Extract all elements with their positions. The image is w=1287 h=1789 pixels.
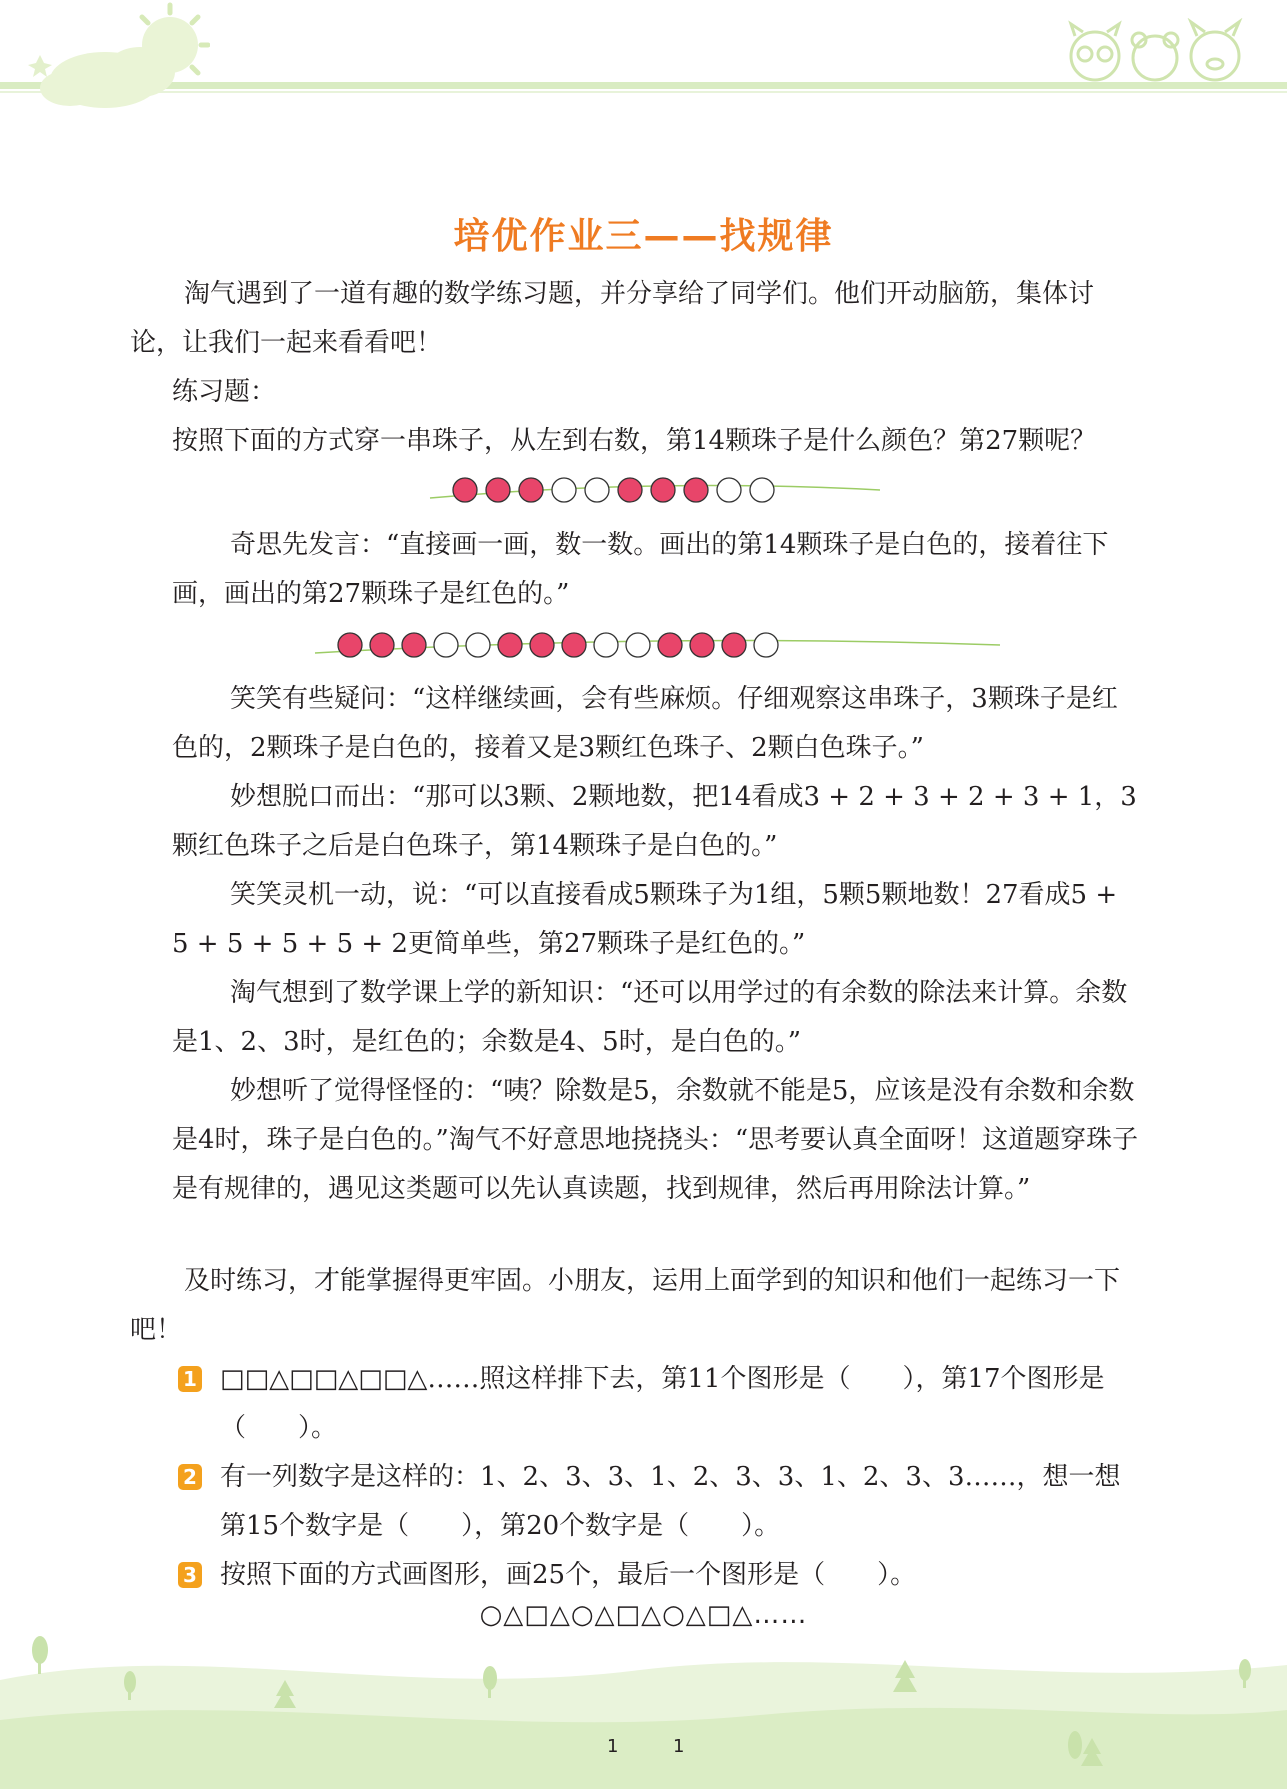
shape-sequence: ○△□△○△□△○△□△…… (479, 1600, 808, 1630)
question-text: 按照下面的方式画图形，画25个，最后一个图形是（ ）。 (220, 1560, 917, 1590)
exercise-label: 练习题： (172, 377, 277, 407)
intro-paragraph: 淘气遇到了一道有趣的数学练习题，并分享给了同学们。他们开动脑筋，集体讨论，让我们一起来看看吧！ (130, 279, 1095, 358)
white-bead (594, 633, 618, 657)
red-bead (370, 633, 394, 657)
red-bead (530, 633, 554, 657)
red-bead (618, 478, 642, 502)
red-bead (338, 633, 362, 657)
question-text: 有一列数字是这样的：1、2、3、3、1、2、3、3、1、2、3、3……，想一想第15个数字是（ ），第20个数字是（ ）。 (220, 1462, 1121, 1541)
question-3 (180, 1551, 1140, 1600)
question-number-badge: 1 (178, 1366, 202, 1392)
red-bead (402, 633, 426, 657)
animal-friends-icon (1055, 18, 1255, 86)
practice-intro: 及时练习，才能掌握得更牢固。小朋友，运用上面学到的知识和他们一起练习一下吧！ (130, 1266, 1121, 1345)
red-bead (453, 478, 477, 502)
xiaoxiao-paragraph-1: 笑笑有些疑问：“这样继续画，会有些麻烦。仔细观察这串珠子，3颗珠子是红色的，2颗珠子是白色的，接着又是3颗红色珠子、2颗白色珠子。” (172, 684, 1118, 763)
page-number-left: 1 (607, 1736, 619, 1757)
question-number-badge: 2 (178, 1464, 202, 1490)
exercise-question: 按照下面的方式穿一串珠子，从左到右数，第14颗珠子是什么颜色？第27颗呢？ (172, 426, 1097, 456)
red-bead (651, 478, 675, 502)
red-bead (519, 478, 543, 502)
bead-string-middle (310, 625, 1010, 665)
page-number-right: 1 (673, 1736, 685, 1757)
white-bead (585, 478, 609, 502)
question-number-badge: 3 (178, 1562, 202, 1588)
green-hills-footer (0, 1620, 1287, 1789)
question-1 (180, 1355, 1140, 1453)
red-bead (562, 633, 586, 657)
qisi-paragraph: 奇思先发言：“直接画一画，数一数。画出的第14颗珠子是白色的，接着往下画，画出的第27颗珠子是红色的。” (172, 530, 1109, 609)
white-bead (626, 633, 650, 657)
red-bead (498, 633, 522, 657)
red-bead (684, 478, 708, 502)
red-bead (486, 478, 510, 502)
page-title: 培优作业三——找规律 (453, 216, 834, 257)
sun-cloud-icon (20, 0, 210, 115)
red-bead (722, 633, 746, 657)
white-bead (434, 633, 458, 657)
bead-string-top (420, 470, 890, 510)
question-2 (180, 1453, 1140, 1551)
taoqi-paragraph: 淘气想到了数学课上学的新知识：“还可以用学过的有余数的除法来计算。余数是1、2、3时，是红色的；余数是4、5时，是白色的。” (172, 978, 1128, 1057)
red-bead (658, 633, 682, 657)
white-bead (552, 478, 576, 502)
miaoxiang-paragraph-1: 妙想脱口而出：“那可以3颗、2颗地数，把14看成3 + 2 + 3 + 2 + 3 + 1，3颗红色珠子之后是白色珠子，第14颗珠子是白色的。” (172, 782, 1137, 861)
white-bead (466, 633, 490, 657)
red-bead (690, 633, 714, 657)
xiaoxiao-paragraph-2: 笑笑灵机一动，说：“可以直接看成5颗珠子为1组，5颗5颗地数！27看成5 + 5 + 5 + 5 + 5 + 2更简单些，第27颗珠子是红色的。” (172, 880, 1118, 959)
white-bead (750, 478, 774, 502)
miaoxiang-paragraph-2: 妙想听了觉得怪怪的：“咦？除数是5，余数就不能是5，应该是没有余数和余数是4时，珠子是白色的。”淘气不好意思地挠挠头：“思考要认真全面呀！这道题穿珠子是有规律的，遇见这类题可以先认真读题，找到规律，然后再用除法计算。” (172, 1076, 1139, 1204)
white-bead (717, 478, 741, 502)
question-text: □□△□□△□□△……照这样排下去，第11个图形是（ ），第17个图形是（ ）。 (220, 1364, 1105, 1443)
white-bead (754, 633, 778, 657)
